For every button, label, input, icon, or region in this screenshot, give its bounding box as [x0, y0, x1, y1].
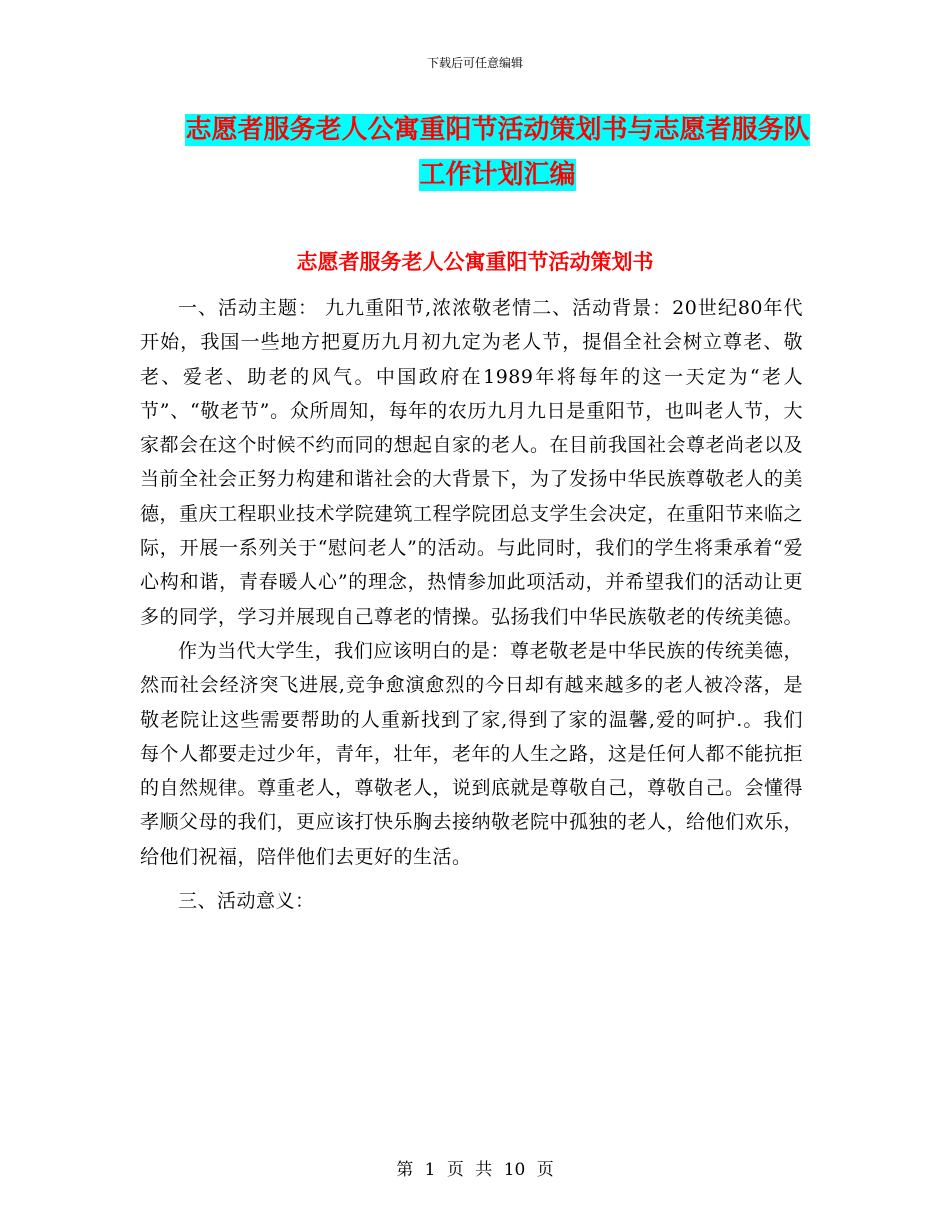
page-number: 第 1 页 共 10 页 — [396, 1160, 554, 1180]
section-heading: 三、活动意义： — [178, 890, 315, 913]
document-title-text: 志愿者服务老人公寓重阳节活动策划书与志愿者服务队工作计划汇编 — [185, 115, 810, 190]
document-body — [140, 291, 803, 918]
body-paragraph: 作为当代大学生，我们应该明白的是：尊老敬老是中华民族的传统美德，然而社会经济突飞进展,竞争愈演愈烈的今日却有越来越多的老人被冷落，是敬老院让这些需要帮助的人重新找到了家,得到了家的温馨,爱的呵护.。我们每个人都要走过少年，青年，壮年，老年的人生之路，这是任何人都不能抗拒的自然规律。尊重老人，尊敬老人，说到底就是尊敬自己，尊敬自己。会懂得孝顺父母的我们，更应该打快乐胸去接纳敬老院中孤独的老人，给他们欢乐，给他们祝福，陪伴他们去更好的生活。 — [140, 639, 804, 868]
header-note: 下载后可任意编辑 — [426, 56, 523, 70]
section-title: 志愿者服务老人公寓重阳节活动策划书 — [296, 250, 654, 274]
body-paragraph: 一、活动主题： 九九重阳节,浓浓敬老情二、活动背景：20世纪80年代开始，我国一些地方把夏历九月初九定为老人节，提倡全社会树立尊老、敬老、爱老、助老的风气。中国政府在1989年将每年的这一天定为“老人节”、“敬老节”。众所周知，每年的农历九月九日是重阳节，也叫老人节，大家都会在这个时候不约而同的想起自家的老人。在目前我国社会尊老尚老以及当前全社会正努力构建和谐社会的大背景下，为了发扬中华民族尊敬老人的美德，重庆工程职业技术学院建筑工程学院团总支学生会决定，在重阳节来临之际，开展一系列关于“慰问老人”的活动。与此同时，我们的学生将秉承着“爱心构和谐，青春暖人心”的理念，热情参加此项活动，并希望我们的活动让更多的同学，学习并展现自己尊老的情操。弘扬我们中华民族敬老的传统美德。 — [140, 297, 804, 628]
document-title — [185, 108, 810, 198]
